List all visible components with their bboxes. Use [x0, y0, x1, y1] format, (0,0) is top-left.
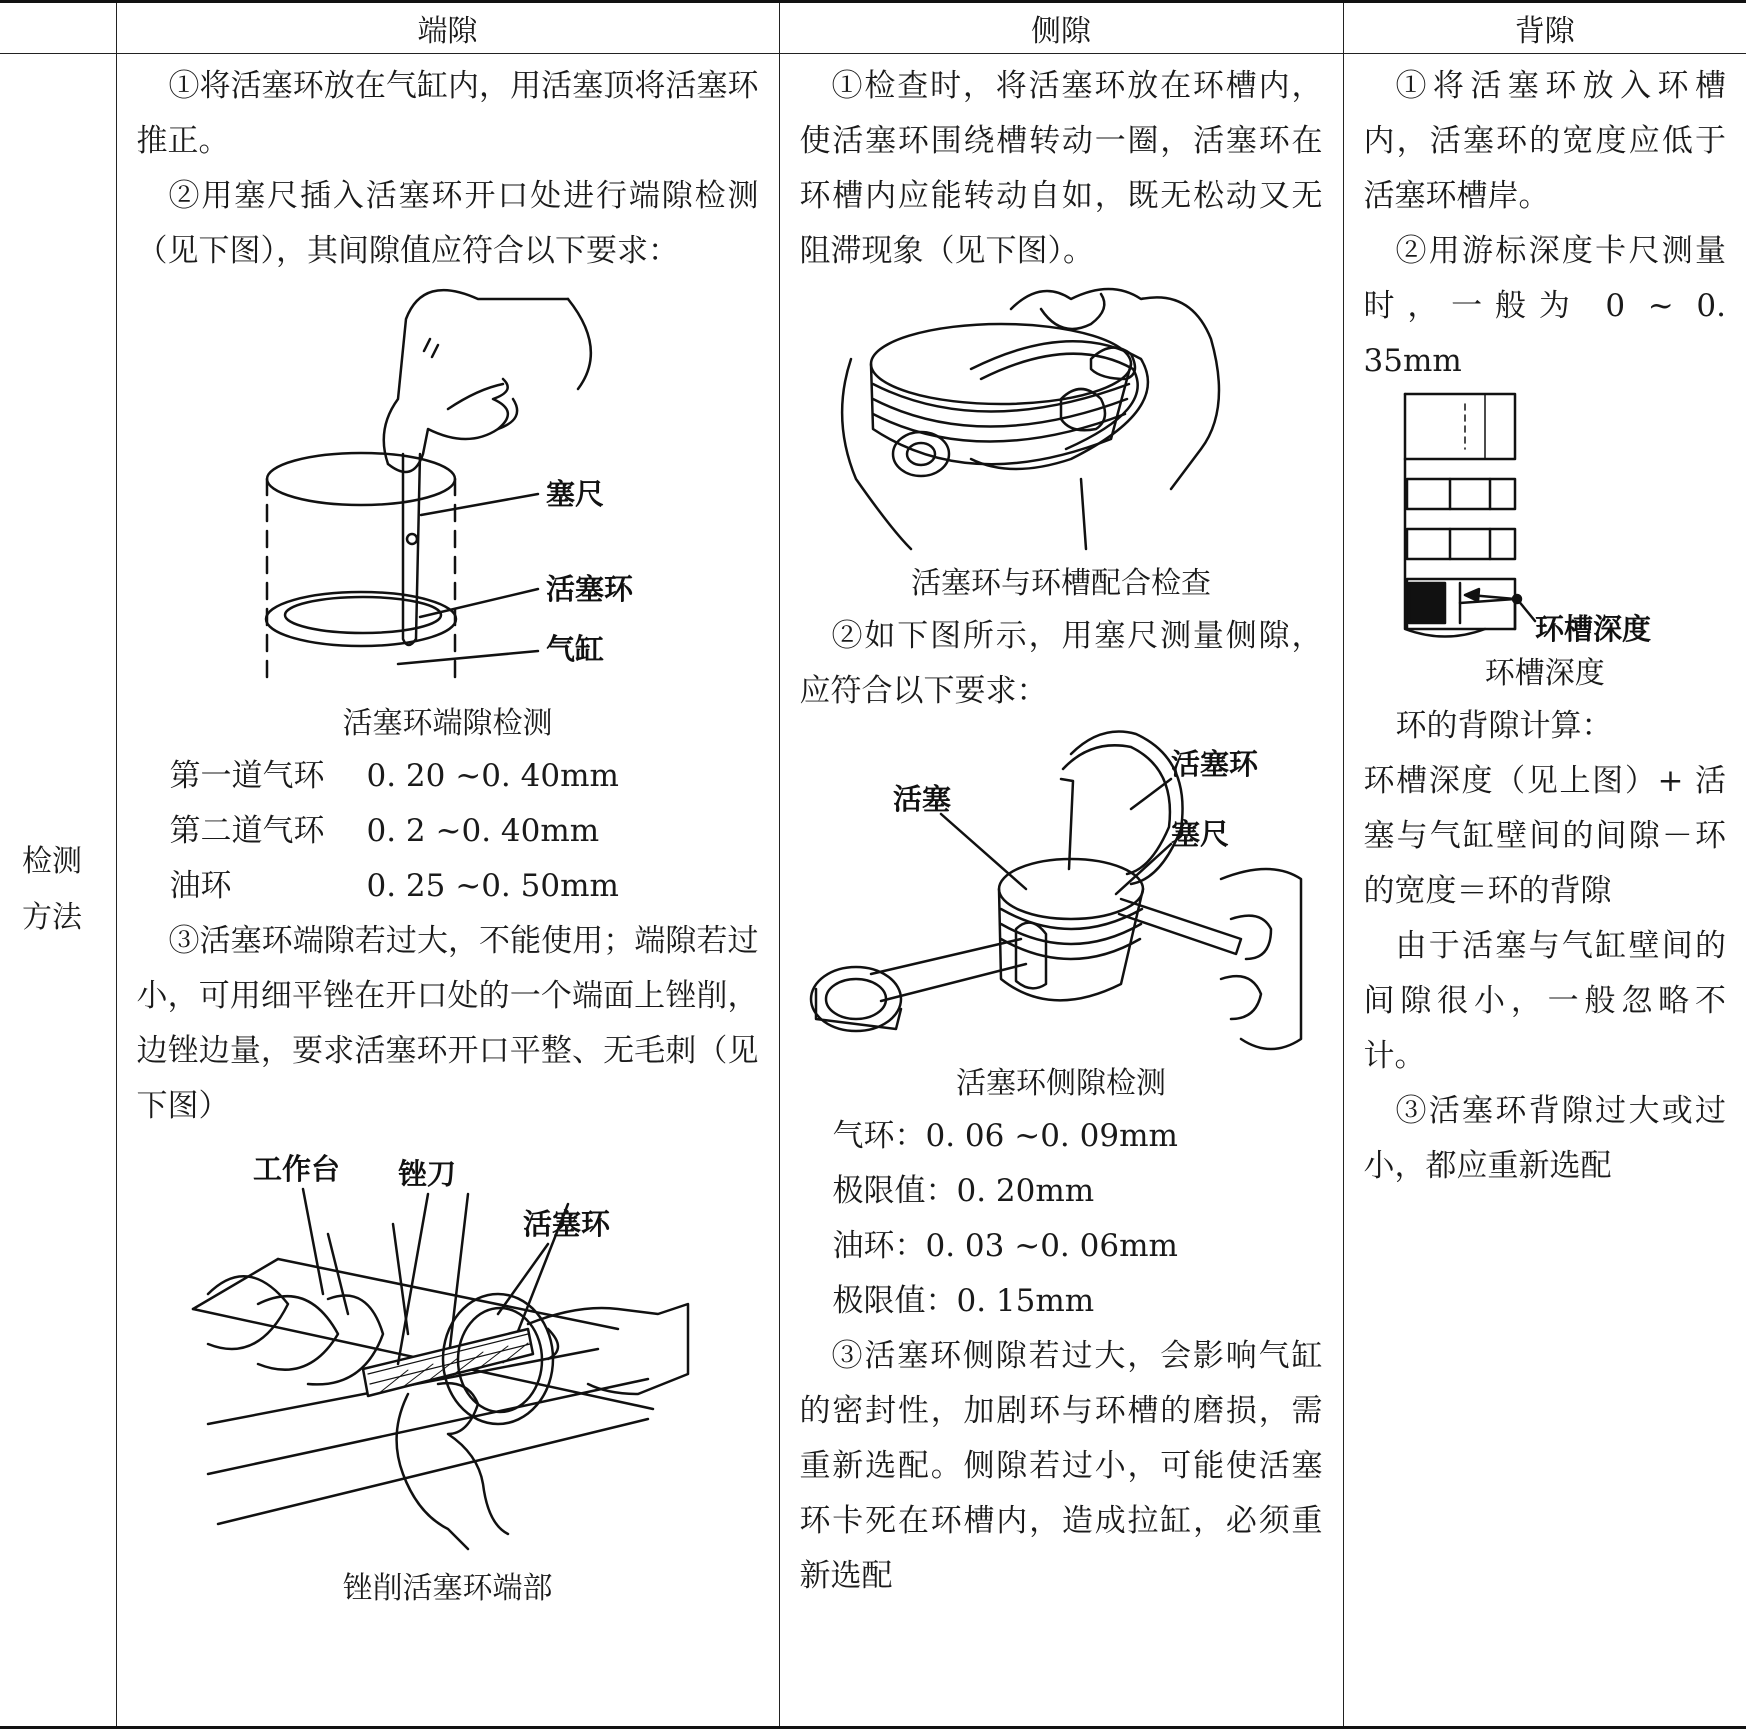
end-gap-spec-2 [137, 804, 759, 859]
side-gap-cell [779, 54, 1343, 1728]
end-gap-caption: 活塞环端隙检测 [342, 706, 553, 741]
spec-value: 0. 20 ~0. 40mm [366, 758, 619, 794]
back-gap-step3: ③活塞环背隙过大或过小，都应重新选配 [1363, 1093, 1726, 1184]
filing-label-bench: 工作台 [252, 1152, 340, 1186]
header-empty [0, 2, 116, 54]
back-gap-step2: ②用游标深度卡尺测量时，一般为 0 ~ 0. 35mm [1363, 233, 1726, 379]
row-label-line2: 方法 [22, 900, 82, 935]
filing-figure [148, 1134, 748, 1564]
side-gap-label-ring: 活塞环 [1171, 747, 1259, 781]
spec-name: 第二道气环 [169, 813, 325, 849]
side-gap-step2: ②如下图所示，用塞尺测量侧隙，应符合以下要求： [799, 618, 1323, 709]
side-gap-spec-2: 极限值：0. 20mm [832, 1173, 1095, 1209]
end-gap-cell [116, 54, 779, 1728]
end-gap-label-feeler: 塞尺 [545, 477, 604, 511]
side-gap-step1: ①检查时，将活塞环放在环槽内，使活塞环围绕槽转动一圈，活塞环在环槽内应能转动自如，既无松动又无阻滞现象（见下图）。 [799, 68, 1323, 269]
row-label-cell [0, 54, 116, 1728]
row-label-line1: 检测 [22, 844, 82, 879]
end-gap-step3: ③活塞环端隙若过大，不能使用；端隙若过小，可用细平锉在开口处的一个端面上锉削，边锉边量，要求活塞环开口平整、无毛刺（见下图） [136, 923, 759, 1124]
side-gap-spec-4: 极限值：0. 15mm [832, 1283, 1095, 1319]
end-gap-step2: ②用塞尺插入活塞环开口处进行端隙检测（见下图），其间隙值应符合以下要求： [136, 178, 759, 269]
header-row [0, 2, 1746, 54]
back-gap-formula: 环槽深度（见上图）+ 活塞与气缸壁间的间隙－环的宽度＝环的背隙 [1363, 763, 1726, 909]
spec-name: 油环 [169, 868, 232, 904]
header-end-gap: 端隙 [116, 2, 779, 54]
header-side-gap: 侧隙 [779, 2, 1343, 54]
side-gap-figure [801, 719, 1321, 1059]
end-gap-label-ring: 活塞环 [545, 572, 633, 606]
end-gap-spec-3 [137, 859, 759, 914]
spec-value: 0. 2 ~0. 40mm [366, 813, 600, 849]
end-gap-label-cylinder: 气缸 [545, 632, 604, 666]
end-gap-figure [148, 279, 748, 699]
back-gap-note: 由于活塞与气缸壁间的间隙很小，一般忽略不计。 [1363, 928, 1726, 1074]
end-gap-spec-1 [137, 749, 759, 804]
end-gap-step1: ①将活塞环放在气缸内，用活塞顶将活塞环推正。 [136, 68, 759, 159]
back-gap-calc-title: 环的背隙计算： [1395, 708, 1613, 744]
groove-depth-caption: 环槽深度 [1484, 656, 1605, 691]
groove-check-caption: 活塞环与环槽配合检查 [911, 566, 1211, 601]
side-gap-spec-3: 油环：0. 03 ~0. 06mm [832, 1228, 1178, 1264]
side-gap-spec-1: 气环：0. 06 ~0. 09mm [832, 1118, 1178, 1154]
filing-label-file: 锉刀 [397, 1157, 456, 1191]
groove-depth-label: 环槽深度 [1534, 612, 1651, 646]
groove-depth-figure [1365, 389, 1725, 649]
spec-name: 第一道气环 [169, 758, 325, 794]
back-gap-cell [1343, 54, 1746, 1728]
back-gap-step1: ①将活塞环放入环槽内，活塞环的宽度应低于活塞环槽岸。 [1363, 68, 1726, 214]
side-gap-label-piston: 活塞 [893, 782, 952, 816]
filing-caption: 锉削活塞环端部 [342, 1571, 553, 1606]
groove-check-figure [811, 279, 1311, 559]
side-gap-label-feeler: 塞尺 [1171, 817, 1230, 851]
side-gap-caption: 活塞环侧隙检测 [956, 1066, 1166, 1101]
side-gap-step3: ③活塞环侧隙若过大，会影响气缸的密封性，加剧环与环槽的磨损，需重新选配。侧隙若过小，可能使活塞环卡死在环槽内，造成拉缸，必须重新选配 [799, 1338, 1323, 1594]
filing-label-ring: 活塞环 [522, 1207, 610, 1241]
spec-value: 0. 25 ~0. 50mm [366, 868, 619, 904]
header-back-gap: 背隙 [1343, 2, 1746, 54]
method-row [0, 54, 1746, 1728]
